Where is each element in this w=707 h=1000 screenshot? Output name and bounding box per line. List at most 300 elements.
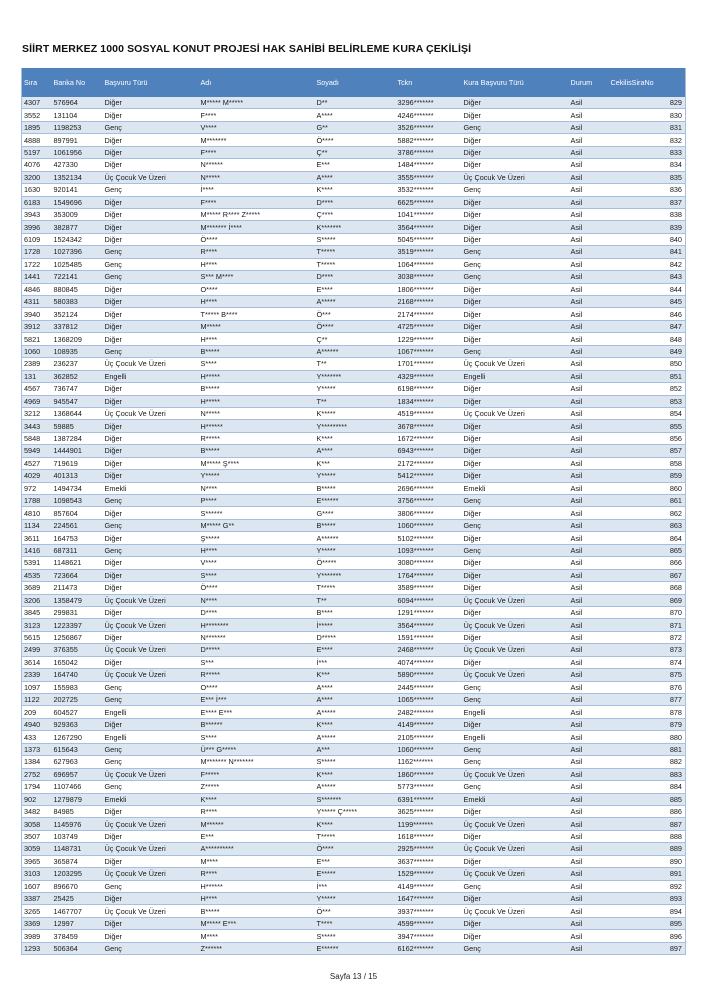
cell-adi: R***** [199, 669, 315, 681]
cell-soyadi: D***** [315, 631, 396, 643]
cell-cekilis-sira-no: 856 [609, 432, 686, 444]
cell-soyadi: A****** [315, 532, 396, 544]
cell-cekilis-sira-no: 883 [609, 768, 686, 780]
cell-cekilis-sira-no: 835 [609, 171, 686, 183]
cell-adi: P**** [199, 495, 315, 507]
cell-sira: 5197 [22, 146, 52, 158]
cell-kura-basvuru-turu: Genç [462, 880, 569, 892]
cell-basvuru-turu: Diğer [103, 97, 199, 109]
cell-adi: M***** E*** [199, 917, 315, 929]
cell-basvuru-turu: Diğer [103, 656, 199, 668]
cell-soyadi: K**** [315, 818, 396, 830]
cell-soyadi: E****** [315, 495, 396, 507]
cell-durum: Asil [569, 432, 609, 444]
cell-basvuru-turu: Diğer [103, 420, 199, 432]
cell-durum: Asil [569, 345, 609, 357]
cell-sira: 6183 [22, 196, 52, 208]
cell-sira: 1895 [22, 121, 52, 133]
cell-banka-no: 401313 [52, 470, 103, 482]
cell-adi: R**** [199, 246, 315, 258]
cell-durum: Asil [569, 557, 609, 569]
cell-kura-basvuru-turu: Genç [462, 121, 569, 133]
cell-basvuru-turu: Genç [103, 246, 199, 258]
table-row [22, 470, 686, 482]
table-row [22, 942, 686, 954]
cell-cekilis-sira-no: 841 [609, 246, 686, 258]
cell-cekilis-sira-no: 832 [609, 134, 686, 146]
cell-adi: H****** [199, 420, 315, 432]
cell-soyadi: A**** [315, 445, 396, 457]
cell-adi: D**** [199, 606, 315, 618]
cell-soyadi: A**** [315, 109, 396, 121]
cell-adi: V**** [199, 121, 315, 133]
cell-tckn: 3526******* [396, 121, 462, 133]
cell-banka-no: 857604 [52, 507, 103, 519]
table-row [22, 569, 686, 581]
cell-sira: 4311 [22, 296, 52, 308]
cell-tckn: 3589******* [396, 582, 462, 594]
cell-kura-basvuru-turu: Diğer [462, 532, 569, 544]
cell-sira: 4307 [22, 97, 52, 109]
cell-banka-no: 1223397 [52, 619, 103, 631]
cell-soyadi: S***** [315, 930, 396, 942]
cell-tckn: 1060******* [396, 519, 462, 531]
cell-kura-basvuru-turu: Diğer [462, 283, 569, 295]
table-row [22, 457, 686, 469]
table-row [22, 669, 686, 681]
cell-basvuru-turu: Diğer [103, 557, 199, 569]
cell-soyadi: İ***** [315, 619, 396, 631]
cell-basvuru-turu: Diğer [103, 159, 199, 171]
cell-banka-no: 719619 [52, 457, 103, 469]
cell-durum: Asil [569, 196, 609, 208]
cell-durum: Asil [569, 271, 609, 283]
table-row [22, 544, 686, 556]
cell-sira: 4567 [22, 383, 52, 395]
cell-tckn: 1093******* [396, 544, 462, 556]
cell-durum: Asil [569, 420, 609, 432]
cell-cekilis-sira-no: 892 [609, 880, 686, 892]
cell-soyadi: A**** [315, 694, 396, 706]
cell-tckn: 1672******* [396, 432, 462, 444]
cell-tckn: 2468******* [396, 644, 462, 656]
cell-durum: Asil [569, 681, 609, 693]
cell-banka-no: 211473 [52, 582, 103, 594]
cell-basvuru-turu: Diğer [103, 718, 199, 730]
cell-durum: Asil [569, 868, 609, 880]
col-header-soyadi: Soyadı [315, 68, 396, 97]
cell-basvuru-turu: Diğer [103, 134, 199, 146]
cell-kura-basvuru-turu: Genç [462, 345, 569, 357]
cell-cekilis-sira-no: 839 [609, 221, 686, 233]
cell-banka-no: 736747 [52, 383, 103, 395]
cell-banka-no: 108935 [52, 345, 103, 357]
cell-soyadi: S******* [315, 793, 396, 805]
cell-banka-no: 723664 [52, 569, 103, 581]
cell-durum: Asil [569, 121, 609, 133]
cell-durum: Asil [569, 930, 609, 942]
cell-soyadi: İ*** [315, 656, 396, 668]
cell-sira: 6109 [22, 233, 52, 245]
cell-kura-basvuru-turu: Diğer [462, 134, 569, 146]
cell-kura-basvuru-turu: Diğer [462, 470, 569, 482]
cell-kura-basvuru-turu: Diğer [462, 196, 569, 208]
cell-kura-basvuru-turu: Genç [462, 694, 569, 706]
cell-basvuru-turu: Diğer [103, 457, 199, 469]
cell-soyadi: S***** [315, 756, 396, 768]
cell-tckn: 1064******* [396, 258, 462, 270]
cell-sira: 2752 [22, 768, 52, 780]
cell-basvuru-turu: Genç [103, 345, 199, 357]
cell-basvuru-turu: Genç [103, 271, 199, 283]
cell-cekilis-sira-no: 887 [609, 818, 686, 830]
cell-tckn: 5773******* [396, 781, 462, 793]
table-row [22, 482, 686, 494]
cell-banka-no: 687311 [52, 544, 103, 556]
cell-banka-no: 337812 [52, 320, 103, 332]
cell-soyadi: K*** [315, 457, 396, 469]
cell-soyadi: K**** [315, 768, 396, 780]
cell-banka-no: 165042 [52, 656, 103, 668]
cell-basvuru-turu: Diğer [103, 470, 199, 482]
cell-durum: Asil [569, 669, 609, 681]
table-row [22, 271, 686, 283]
cell-sira: 3212 [22, 407, 52, 419]
cell-tckn: 1067******* [396, 345, 462, 357]
cell-kura-basvuru-turu: Diğer [462, 296, 569, 308]
table-row [22, 582, 686, 594]
cell-adi: H**** [199, 544, 315, 556]
cell-tckn: 6094******* [396, 594, 462, 606]
table-row [22, 296, 686, 308]
cell-adi: B***** [199, 445, 315, 457]
cell-banka-no: 580383 [52, 296, 103, 308]
cell-sira: 5391 [22, 557, 52, 569]
cell-banka-no: 696957 [52, 768, 103, 780]
cell-soyadi: Y***** [315, 544, 396, 556]
cell-banka-no: 1549696 [52, 196, 103, 208]
cell-tckn: 2696******* [396, 482, 462, 494]
cell-banka-no: 1061956 [52, 146, 103, 158]
table-row [22, 495, 686, 507]
cell-soyadi: T***** [315, 830, 396, 842]
cell-durum: Asil [569, 793, 609, 805]
table-row [22, 109, 686, 121]
cell-soyadi: D** [315, 97, 396, 109]
cell-soyadi: Ç**** [315, 208, 396, 220]
cell-banka-no: 1387284 [52, 432, 103, 444]
cell-banka-no: 382877 [52, 221, 103, 233]
cell-sira: 5949 [22, 445, 52, 457]
table-row [22, 407, 686, 419]
cell-banka-no: 1368209 [52, 333, 103, 345]
cell-banka-no: 1444901 [52, 445, 103, 457]
cell-tckn: 4599******* [396, 917, 462, 929]
cell-cekilis-sira-no: 851 [609, 370, 686, 382]
cell-kura-basvuru-turu: Diğer [462, 233, 569, 245]
cell-basvuru-turu: Diğer [103, 855, 199, 867]
cell-sira: 1097 [22, 681, 52, 693]
cell-durum: Asil [569, 805, 609, 817]
table-row [22, 855, 686, 867]
cell-adi: İ**** [199, 184, 315, 196]
cell-soyadi: İ*** [315, 880, 396, 892]
cell-soyadi: S***** [315, 233, 396, 245]
cell-adi: V**** [199, 557, 315, 569]
cell-tckn: 1618******* [396, 830, 462, 842]
cell-tckn: 3038******* [396, 271, 462, 283]
cell-banka-no: 506364 [52, 942, 103, 954]
page-number: Sayfa 13 / 15 [329, 972, 378, 981]
cell-durum: Asil [569, 830, 609, 842]
cell-adi: Ü*** G***** [199, 743, 315, 755]
cell-basvuru-turu: Emekli [103, 793, 199, 805]
cell-banka-no: 604527 [52, 706, 103, 718]
cell-sira: 1060 [22, 345, 52, 357]
cell-durum: Asil [569, 880, 609, 892]
cell-sira: 1384 [22, 756, 52, 768]
cell-tckn: 6198******* [396, 383, 462, 395]
table-row [22, 358, 686, 370]
cell-durum: Asil [569, 582, 609, 594]
cell-durum: Asil [569, 706, 609, 718]
cell-tckn: 1834******* [396, 395, 462, 407]
cell-durum: Asil [569, 333, 609, 345]
cell-kura-basvuru-turu: Diğer [462, 320, 569, 332]
cell-tckn: 2482******* [396, 706, 462, 718]
cell-kura-basvuru-turu: Genç [462, 271, 569, 283]
cell-adi: M***** R**** Z***** [199, 208, 315, 220]
cell-banka-no: 376355 [52, 644, 103, 656]
cell-soyadi: K*** [315, 669, 396, 681]
cell-basvuru-turu: Diğer [103, 221, 199, 233]
cell-kura-basvuru-turu: Genç [462, 519, 569, 531]
cell-sira: 1441 [22, 271, 52, 283]
cell-adi: H**** [199, 296, 315, 308]
cell-adi: F***** [199, 768, 315, 780]
cell-tckn: 1229******* [396, 333, 462, 345]
cell-sira: 5615 [22, 631, 52, 643]
cell-soyadi: A****** [315, 345, 396, 357]
cell-adi: N***** [199, 171, 315, 183]
cell-sira: 3369 [22, 917, 52, 929]
cell-sira: 1788 [22, 495, 52, 507]
cell-adi: Ş***** [199, 532, 315, 544]
cell-basvuru-turu: Genç [103, 184, 199, 196]
cell-kura-basvuru-turu: Üç Çocuk Ve Üzeri [462, 644, 569, 656]
cell-durum: Asil [569, 917, 609, 929]
cell-kura-basvuru-turu: Üç Çocuk Ve Üzeri [462, 407, 569, 419]
cell-sira: 1794 [22, 781, 52, 793]
cell-tckn: 3564******* [396, 221, 462, 233]
cell-tckn: 1484******* [396, 159, 462, 171]
cell-durum: Asil [569, 470, 609, 482]
cell-banka-no: 1098543 [52, 495, 103, 507]
cell-kura-basvuru-turu: Diğer [462, 631, 569, 643]
table-row [22, 843, 686, 855]
cell-kura-basvuru-turu: Genç [462, 781, 569, 793]
cell-soyadi: K******* [315, 221, 396, 233]
table-row [22, 345, 686, 357]
cell-cekilis-sira-no: 836 [609, 184, 686, 196]
cell-cekilis-sira-no: 873 [609, 644, 686, 656]
cell-sira: 1607 [22, 880, 52, 892]
cell-kura-basvuru-turu: Diğer [462, 805, 569, 817]
cell-sira: 1722 [22, 258, 52, 270]
cell-banka-no: 1467707 [52, 905, 103, 917]
cell-cekilis-sira-no: 885 [609, 793, 686, 805]
cell-banka-no: 1027396 [52, 246, 103, 258]
cell-sira: 3265 [22, 905, 52, 917]
cell-adi: M**** [199, 930, 315, 942]
cell-cekilis-sira-no: 837 [609, 196, 686, 208]
col-header-banka-no: Banka No [52, 68, 103, 97]
cell-soyadi: B***** [315, 519, 396, 531]
cell-kura-basvuru-turu: Diğer [462, 718, 569, 730]
cell-cekilis-sira-no: 864 [609, 532, 686, 544]
table-row [22, 246, 686, 258]
cell-cekilis-sira-no: 897 [609, 942, 686, 954]
cell-adi: Z***** [199, 781, 315, 793]
cell-cekilis-sira-no: 847 [609, 320, 686, 332]
cell-soyadi: E**** [315, 644, 396, 656]
cell-kura-basvuru-turu: Diğer [462, 457, 569, 469]
cell-durum: Asil [569, 171, 609, 183]
cell-adi: M***** G** [199, 519, 315, 531]
cell-cekilis-sira-no: 829 [609, 97, 686, 109]
cell-basvuru-turu: Diğer [103, 582, 199, 594]
cell-tckn: 2168******* [396, 296, 462, 308]
cell-tckn: 3555******* [396, 171, 462, 183]
cell-banka-no: 1025485 [52, 258, 103, 270]
cell-sira: 3614 [22, 656, 52, 668]
cell-banka-no: 896670 [52, 880, 103, 892]
cell-adi: R**** [199, 868, 315, 880]
cell-adi: R**** [199, 805, 315, 817]
cell-tckn: 1806******* [396, 283, 462, 295]
cell-adi: B***** [199, 345, 315, 357]
cell-banka-no: 627963 [52, 756, 103, 768]
cell-soyadi: T** [315, 395, 396, 407]
cell-kura-basvuru-turu: Diğer [462, 656, 569, 668]
cell-banka-no: 155983 [52, 681, 103, 693]
col-header-cekilis-sira-no: CekilisSiraNo [609, 68, 686, 97]
cell-banka-no: 236237 [52, 358, 103, 370]
cell-tckn: 6625******* [396, 196, 462, 208]
cell-soyadi: Ç** [315, 333, 396, 345]
cell-cekilis-sira-no: 893 [609, 893, 686, 905]
cell-basvuru-turu: Üç Çocuk Ve Üzeri [103, 868, 199, 880]
cell-adi: S****** [199, 507, 315, 519]
cell-kura-basvuru-turu: Genç [462, 743, 569, 755]
cell-durum: Asil [569, 631, 609, 643]
cell-basvuru-turu: Diğer [103, 930, 199, 942]
cell-kura-basvuru-turu: Diğer [462, 606, 569, 618]
cell-cekilis-sira-no: 888 [609, 830, 686, 842]
table-row [22, 97, 686, 109]
cell-sira: 3940 [22, 308, 52, 320]
cell-tckn: 3786******* [396, 146, 462, 158]
cell-cekilis-sira-no: 857 [609, 445, 686, 457]
cell-basvuru-turu: Üç Çocuk Ve Üzeri [103, 358, 199, 370]
table-row [22, 320, 686, 332]
cell-adi: D***** [199, 644, 315, 656]
col-header-sira: Sıra [22, 68, 52, 97]
cell-cekilis-sira-no: 884 [609, 781, 686, 793]
cell-sira: 3059 [22, 843, 52, 855]
table-row [22, 121, 686, 133]
cell-soyadi: E*** [315, 159, 396, 171]
cell-adi: M******* İ**** [199, 221, 315, 233]
cell-cekilis-sira-no: 868 [609, 582, 686, 594]
cell-tckn: 2445******* [396, 681, 462, 693]
cell-durum: Asil [569, 258, 609, 270]
cell-sira: 4029 [22, 470, 52, 482]
cell-soyadi: Ö*** [315, 905, 396, 917]
cell-adi: H****** [199, 880, 315, 892]
cell-tckn: 3806******* [396, 507, 462, 519]
table-row [22, 768, 686, 780]
cell-kura-basvuru-turu: Diğer [462, 221, 569, 233]
cell-basvuru-turu: Genç [103, 694, 199, 706]
cell-kura-basvuru-turu: Engelli [462, 731, 569, 743]
cell-soyadi: D**** [315, 271, 396, 283]
cell-sira: 4527 [22, 457, 52, 469]
cell-soyadi: T** [315, 594, 396, 606]
cell-sira: 5821 [22, 333, 52, 345]
cell-cekilis-sira-no: 848 [609, 333, 686, 345]
cell-tckn: 1041******* [396, 208, 462, 220]
table-row [22, 905, 686, 917]
cell-kura-basvuru-turu: Genç [462, 258, 569, 270]
cell-banka-no: 164740 [52, 669, 103, 681]
cell-tckn: 1591******* [396, 631, 462, 643]
cell-soyadi: A***** [315, 706, 396, 718]
cell-banka-no: 427330 [52, 159, 103, 171]
cell-kura-basvuru-turu: Diğer [462, 420, 569, 432]
cell-durum: Asil [569, 905, 609, 917]
cell-kura-basvuru-turu: Diğer [462, 917, 569, 929]
cell-basvuru-turu: Diğer [103, 146, 199, 158]
cell-sira: 902 [22, 793, 52, 805]
cell-sira: 1416 [22, 544, 52, 556]
cell-durum: Asil [569, 606, 609, 618]
cell-sira: 4888 [22, 134, 52, 146]
cell-cekilis-sira-no: 846 [609, 308, 686, 320]
cell-durum: Asil [569, 569, 609, 581]
cell-basvuru-turu: Diğer [103, 308, 199, 320]
table-row [22, 606, 686, 618]
cell-sira: 3965 [22, 855, 52, 867]
cell-kura-basvuru-turu: Üç Çocuk Ve Üzeri [462, 171, 569, 183]
cell-basvuru-turu: Diğer [103, 532, 199, 544]
cell-basvuru-turu: Diğer [103, 208, 199, 220]
cell-adi: A********** [199, 843, 315, 855]
col-header-adi: Adı [199, 68, 315, 97]
cell-cekilis-sira-no: 842 [609, 258, 686, 270]
cell-tckn: 3678******* [396, 420, 462, 432]
cell-sira: 3943 [22, 208, 52, 220]
cell-kura-basvuru-turu: Diğer [462, 159, 569, 171]
cell-durum: Asil [569, 843, 609, 855]
cell-adi: N******* [199, 631, 315, 643]
cell-durum: Asil [569, 594, 609, 606]
cell-basvuru-turu: Diğer [103, 606, 199, 618]
cell-durum: Asil [569, 395, 609, 407]
cell-durum: Asil [569, 656, 609, 668]
cell-banka-no: 945547 [52, 395, 103, 407]
cell-tckn: 1060******* [396, 743, 462, 755]
